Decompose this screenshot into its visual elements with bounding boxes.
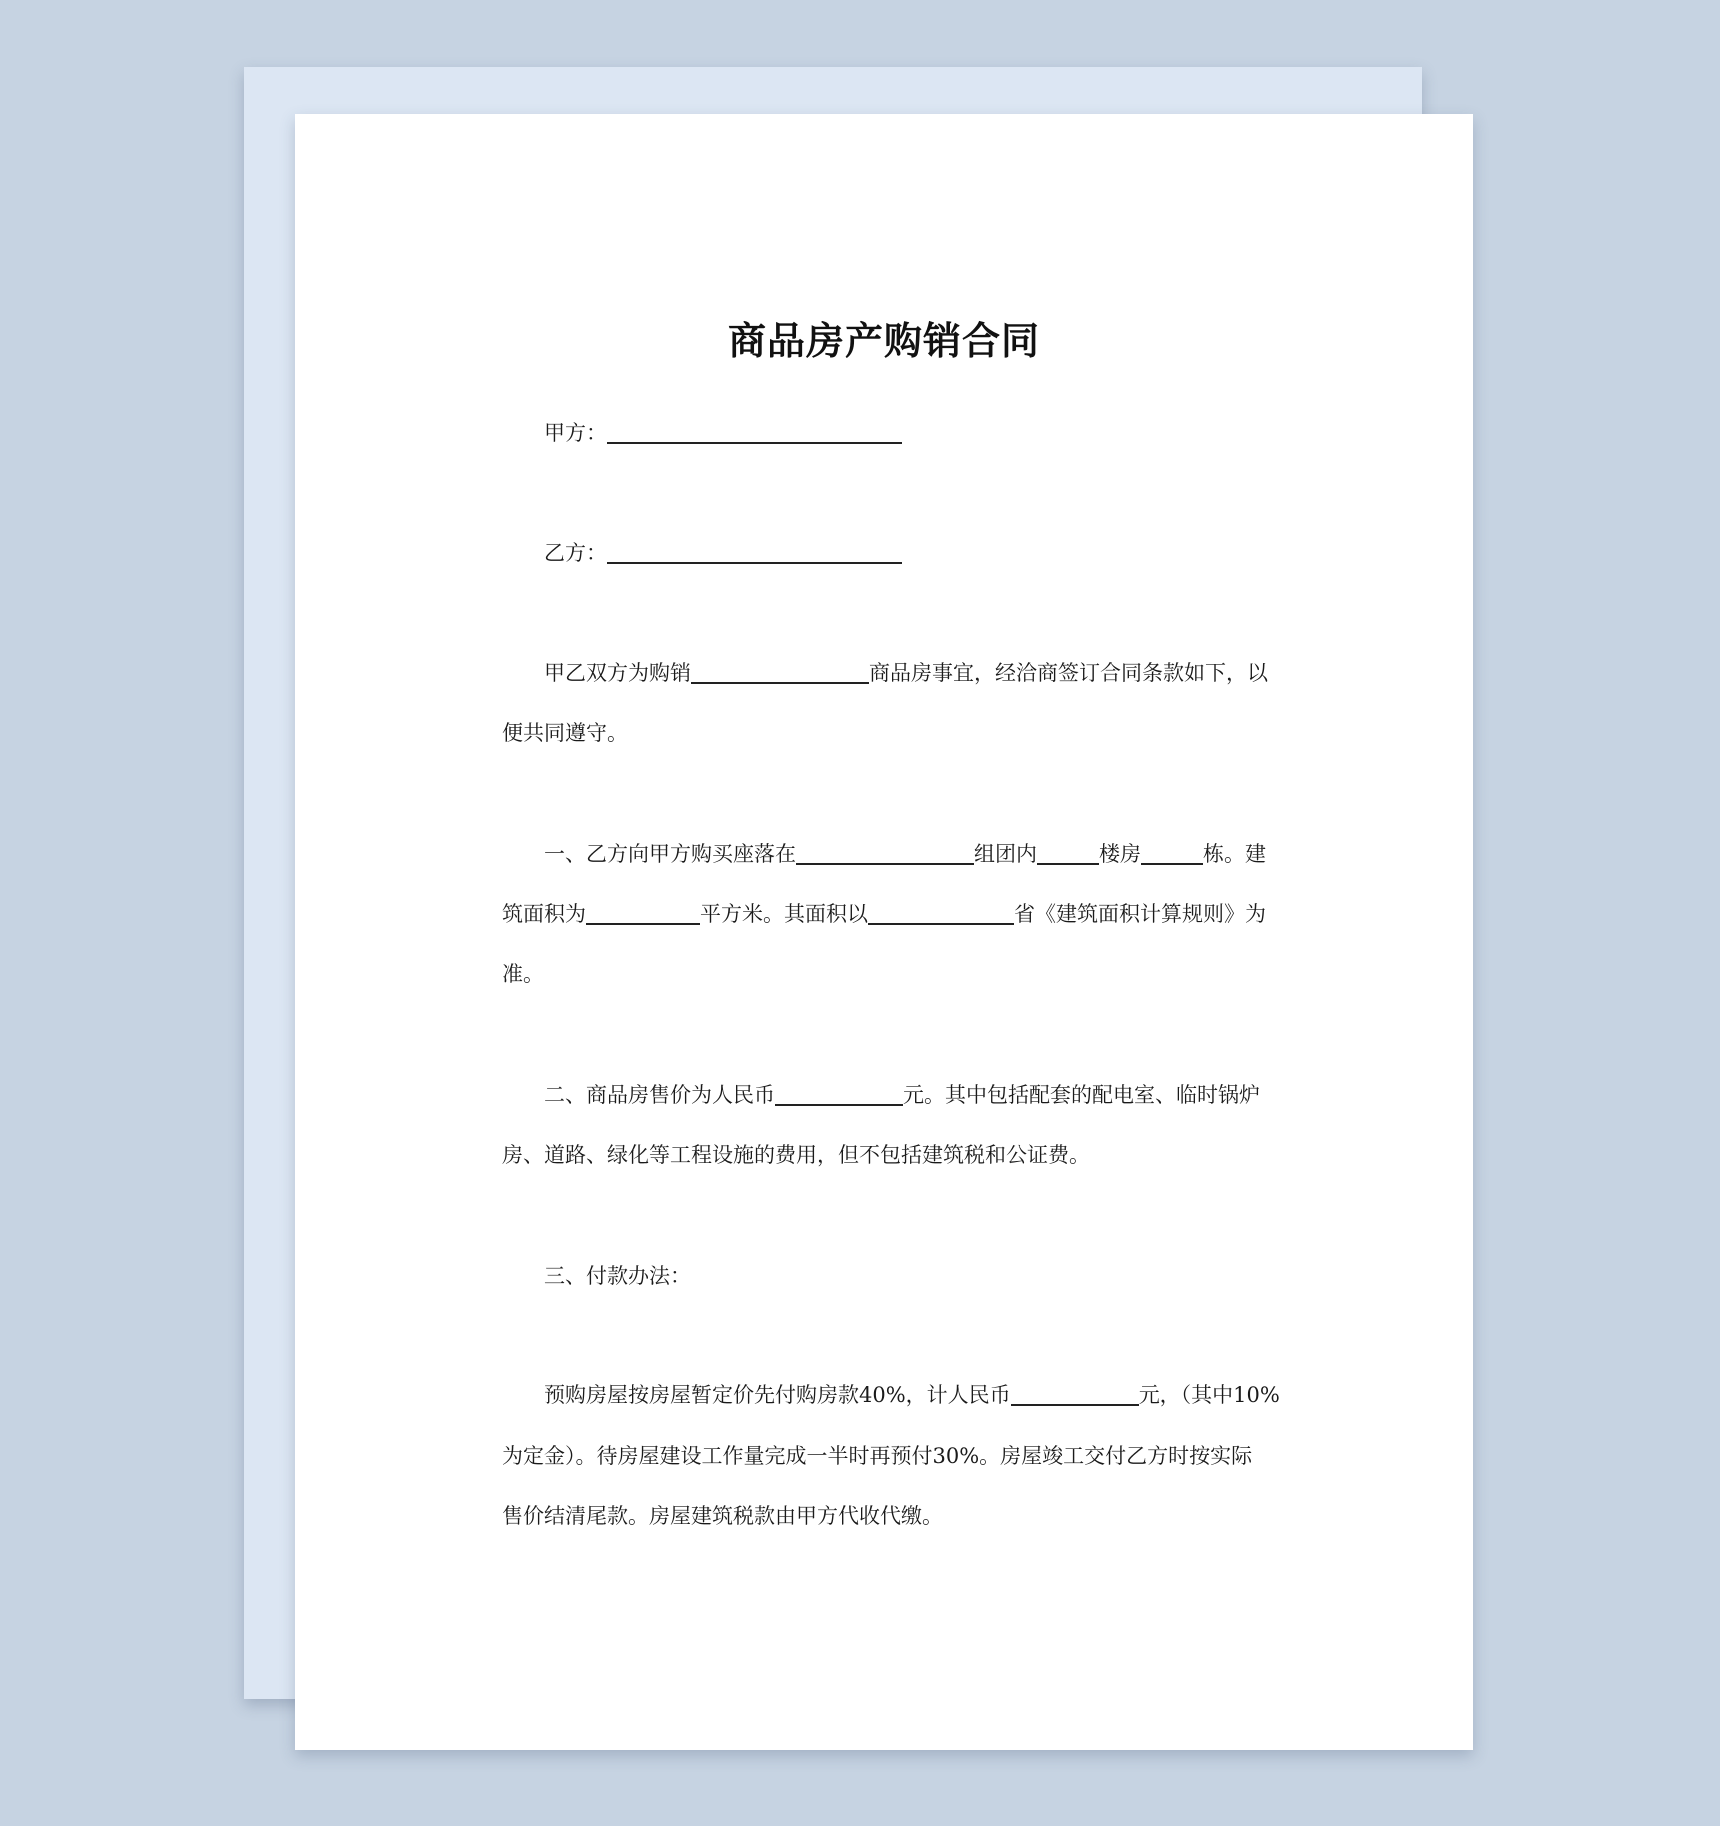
province-blank[interactable] xyxy=(868,901,1014,925)
intro-text: 甲乙双方为购销 xyxy=(544,661,691,685)
location-blank[interactable] xyxy=(796,841,974,865)
payment-line-1 xyxy=(502,1380,1280,1410)
deposit-amount-blank[interactable] xyxy=(1011,1382,1139,1406)
party-a-label: 甲方： xyxy=(544,421,607,445)
intro-text: 商品房事宜，经洽商签订合同条款如下，以 xyxy=(869,661,1268,685)
payment-line-2 xyxy=(502,1441,1252,1471)
intro-line-1 xyxy=(502,658,1268,688)
clause2-text: 二、商品房售价为人民币 xyxy=(544,1083,775,1107)
payment-line-3 xyxy=(502,1501,943,1531)
clause1-text: 平方米。其面积以 xyxy=(700,902,868,926)
clause1-text: 准。 xyxy=(502,962,544,986)
clause2-text: 元。其中包括配套的配电室、临时锅炉 xyxy=(903,1083,1260,1107)
clause1-text: 楼房 xyxy=(1099,842,1141,866)
clause1-line-1 xyxy=(502,839,1266,869)
intro-line-2 xyxy=(502,718,628,748)
price-blank[interactable] xyxy=(775,1082,903,1106)
clause1-line-3 xyxy=(502,959,544,989)
clause3-heading xyxy=(502,1261,691,1291)
clause1-text: 筑面积为 xyxy=(502,902,586,926)
payment-text: 为定金）。待房屋建设工作量完成一半时再预付30%。房屋竣工交付乙方时按实际 xyxy=(502,1444,1253,1468)
party-a-blank[interactable] xyxy=(607,420,902,444)
clause2-text: 房、道路、绿化等工程设施的费用，但不包括建筑税和公证费。 xyxy=(502,1143,1090,1167)
unit-blank[interactable] xyxy=(1141,841,1203,865)
area-blank[interactable] xyxy=(586,901,700,925)
party-a-line xyxy=(502,418,902,448)
clause1-text: 省《建筑面积计算规则》为 xyxy=(1014,902,1266,926)
clause2-line-1 xyxy=(502,1080,1260,1110)
party-b-line xyxy=(502,538,902,568)
clause1-text: 组团内 xyxy=(974,842,1037,866)
clause1-line-2 xyxy=(502,899,1266,929)
property-name-blank[interactable] xyxy=(691,660,869,684)
document-page xyxy=(295,114,1473,1750)
intro-text: 便共同遵守。 xyxy=(502,721,628,745)
party-b-blank[interactable] xyxy=(607,540,902,564)
payment-text: 售价结清尾款。房屋建筑税款由甲方代收代缴。 xyxy=(502,1504,943,1528)
clause3-heading-text: 三、付款办法： xyxy=(544,1264,691,1288)
clause1-text: 一、乙方向甲方购买座落在 xyxy=(544,842,796,866)
party-b-label: 乙方： xyxy=(544,541,607,565)
payment-text: 元，（其中10% xyxy=(1138,1383,1280,1407)
clause1-text: 栋。建 xyxy=(1203,842,1266,866)
building-blank[interactable] xyxy=(1037,841,1099,865)
payment-text: 预购房屋按房屋暂定价先付购房款40%，计人民币 xyxy=(544,1383,1011,1407)
document-title: 商品房产购销合同 xyxy=(727,319,1040,363)
clause2-line-2 xyxy=(502,1140,1090,1170)
